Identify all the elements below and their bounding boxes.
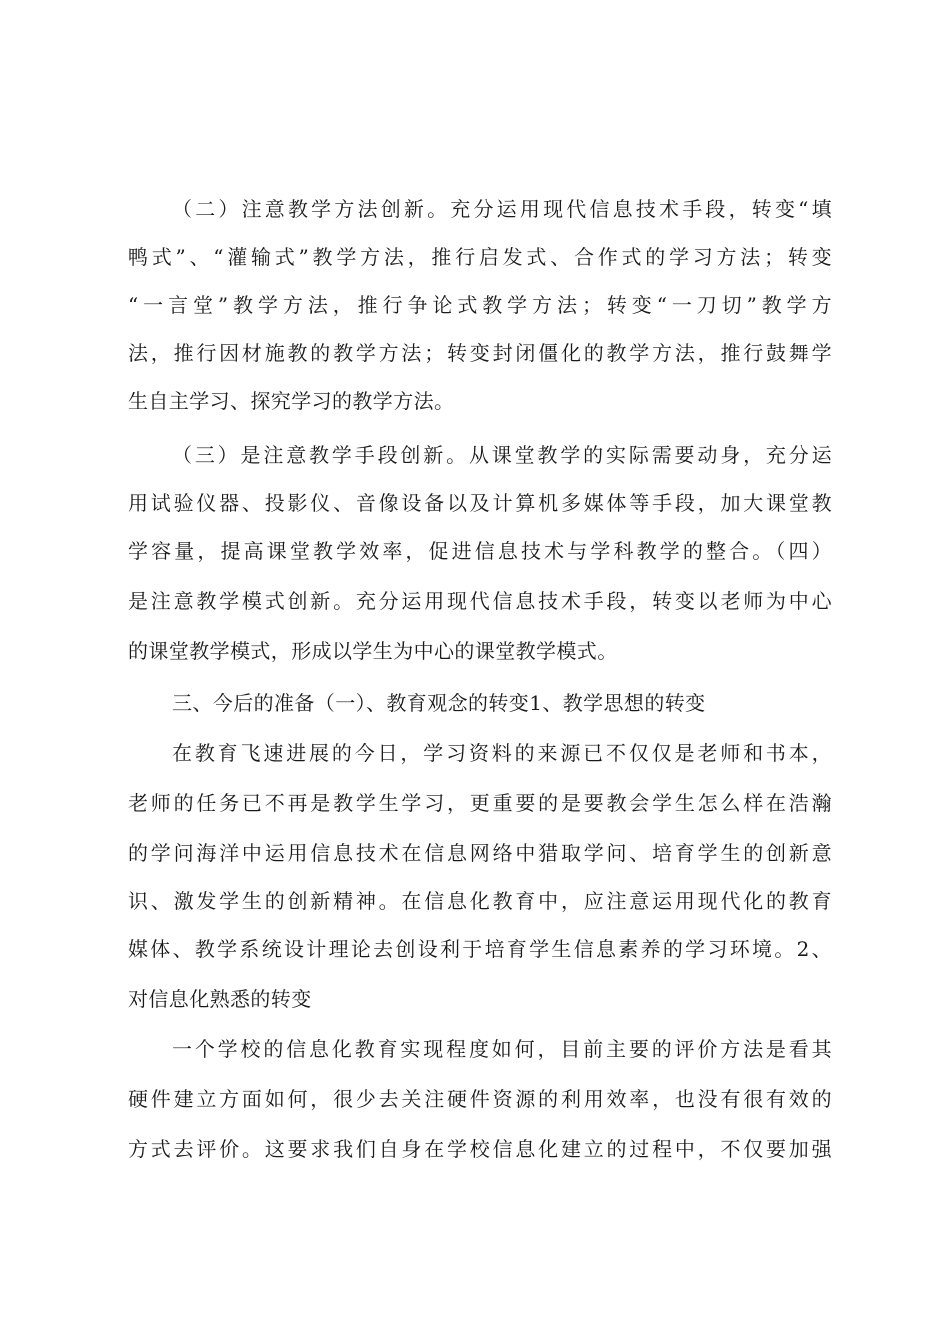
paragraph-4-line-5: 媒体、教学系统设计理论去创设利于培育学生信息素养的学习环境。2、	[128, 937, 832, 961]
paragraph-2-line-4: 法，推行因材施教的教学方法；转变封闭僵化的教学方法，推行鼓舞学	[128, 341, 832, 365]
paragraph-2-line-2: 鸭式”、“灌输式”教学方法，推行启发式、合作式的学习方法；转变	[128, 245, 832, 269]
paragraph-4-line-3: 的学问海洋中运用信息技术在信息网络中猎取学问、培育学生的创新意	[128, 841, 832, 865]
paragraph-2-line-1: （二）注意教学方法创新。充分运用现代信息技术手段，转变“填	[172, 197, 832, 221]
paragraph-5-line-2: 硬件建立方面如何，很少去关注硬件资源的利用效率，也没有很有效的	[128, 1087, 832, 1111]
paragraph-4-line-1: 在教育飞速进展的今日，学习资料的来源已不仅仅是老师和书本，	[172, 741, 832, 765]
paragraph-2-line-5: 生自主学习、探究学习的教学方法。	[128, 389, 455, 413]
paragraph-3-line-1: （三）是注意教学手段创新。从课堂教学的实际需要动身，充分运	[172, 443, 832, 467]
section-heading-line: 三、今后的准备（一）、教育观念的转变1、教学思想的转变	[172, 691, 706, 715]
paragraph-5-line-1: 一个学校的信息化教育实现程度如何，目前主要的评价方法是看其	[172, 1037, 832, 1061]
paragraph-4-line-6: 对信息化熟悉的转变	[128, 987, 312, 1011]
paragraph-2-line-3: “一言堂”教学方法，推行争论式教学方法；转变“一刀切”教学方	[128, 293, 832, 317]
paragraph-4-line-2: 老师的任务已不再是教学生学习，更重要的是要教会学生怎么样在浩瀚	[128, 791, 832, 815]
paragraph-5-line-3: 方式去评价。这要求我们自身在学校信息化建立的过程中，不仅要加强	[128, 1137, 832, 1161]
paragraph-3-line-5: 的课堂教学模式，形成以学生为中心的课堂教学模式。	[128, 639, 618, 663]
paragraph-3-line-3: 学容量，提高课堂教学效率，促进信息技术与学科教学的整合。（四）	[128, 539, 832, 563]
paragraph-4-line-4: 识、激发学生的创新精神。在信息化教育中，应注意运用现代化的教育	[128, 889, 832, 913]
paragraph-3-line-2: 用试验仪器、投影仪、音像设备以及计算机多媒体等手段，加大课堂教	[128, 491, 832, 515]
paragraph-3-line-4: 是注意教学模式创新。充分运用现代信息技术手段，转变以老师为中心	[128, 589, 832, 613]
